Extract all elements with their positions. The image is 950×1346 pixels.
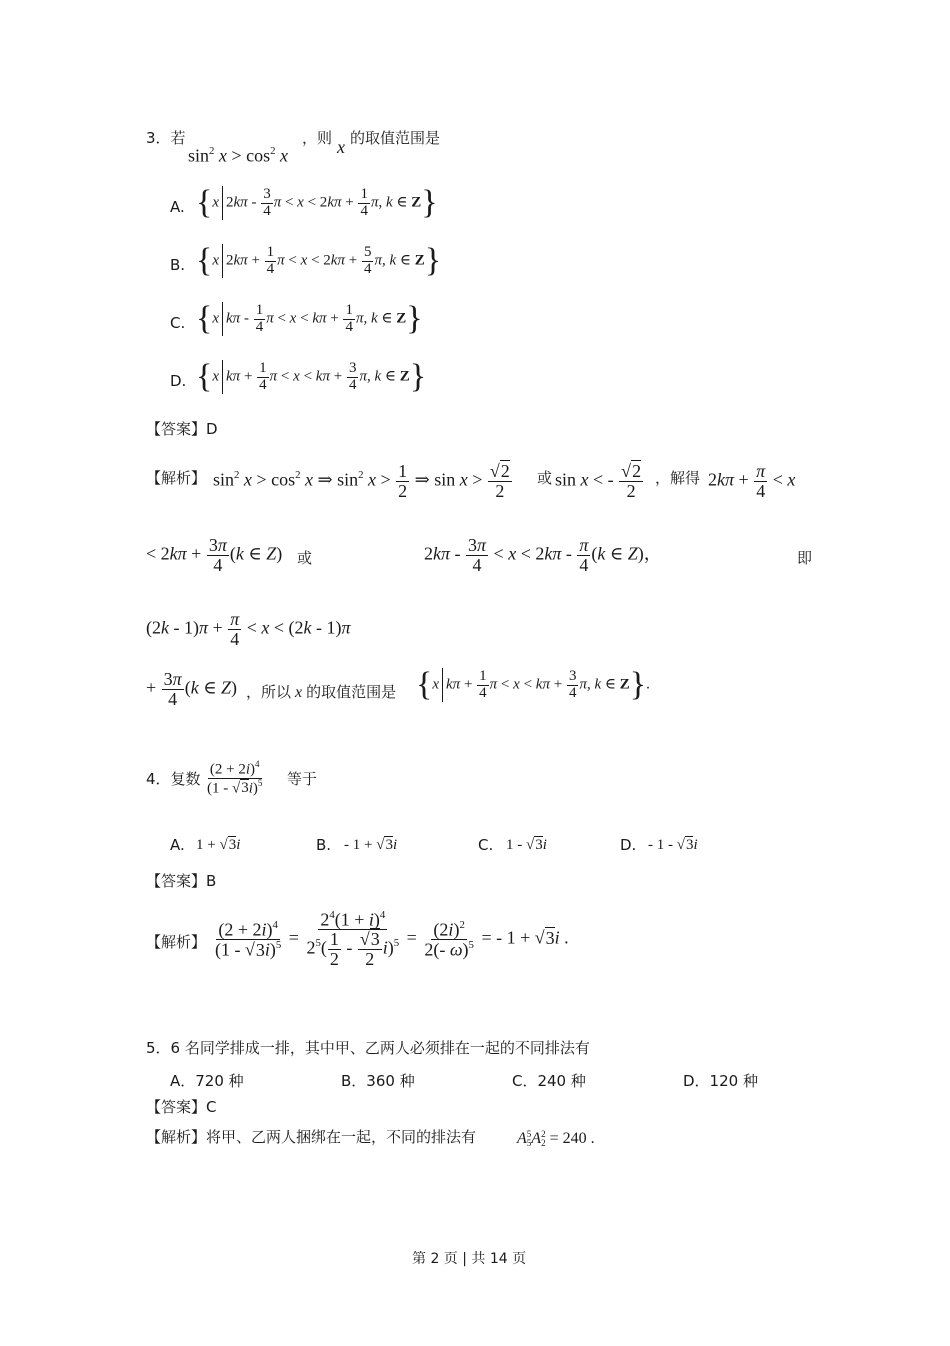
q3-option-d-label: D. [170, 372, 187, 390]
q4-option-b: - 1 + √3i [344, 837, 398, 853]
q4-option-a-label: A. [170, 836, 185, 854]
q3-option-c-label: C. [170, 314, 186, 332]
q4-solution: $\frac{(2 + 2i)^4}{(1 - √3i)^5}$ = $2^4(1 + i)^4$ $2^5$( $\frac{1}{2}$ - $\frac{√3}{2}$ i)$^5$ = $\frac{(2i)^2}{2(- \omega)^5}$ = - 1 + √3i . [215, 909, 569, 970]
q4-option-d: - 1 - √3i [648, 837, 698, 853]
q4-solution-label: 【解析】 [146, 933, 207, 951]
q3-option-b: {x 2kπ + $\frac{1}{4}$ π < x < 2kπ + $\frac{5}{4}$ π, k ∈ Z} [196, 242, 442, 279]
q3-stem [146, 127, 186, 148]
q3-solution-get: ，解得 [655, 469, 701, 487]
q4-option-d-label: D. [620, 836, 637, 854]
q3-solution-line1: $\sin^2 x > \cos^2 x$ ⇒ $\sin^2 x$ > $\frac{1}{2}$ ⇒ sin x > $\frac{√2}{2}$ [213, 461, 510, 501]
q5-solution: 【解析】将甲、乙两人捆绑在一起，不同的排法有 [146, 1128, 477, 1146]
q3-var-x: x [337, 137, 345, 157]
q3-solution-line2: < 2kπ + $\frac{3\pi}{4}$ (k ∈ Z) [146, 535, 283, 575]
q4-stem: 4．复数 [146, 770, 201, 788]
q3-option-a-label: A. [170, 198, 185, 216]
q5-option-b: B．360 种 [341, 1072, 415, 1090]
q3-solution-line1c: 2kπ + $\frac{\pi}{4}$ < x [708, 461, 796, 501]
q5-option-c: C．240 种 [512, 1072, 586, 1090]
q3-solution-or2: 或 [297, 549, 313, 567]
q3-solution-line4: + $\frac{3\pi}{4}$ (k ∈ Z) [146, 669, 238, 709]
q3-solution-label: 【解析】 [146, 469, 207, 487]
q3-option-b-label: B. [170, 256, 186, 274]
q5-solution-formula: A 5 5 A 2 2 = 240 . [517, 1129, 595, 1149]
q4-option-b-label: B. [316, 836, 332, 854]
q3-solution-so: ，所以 x 的取值范围是 [246, 683, 397, 701]
q4-option-c: 1 - √3i [506, 837, 547, 853]
q4-answer: 【答案】B [146, 872, 217, 890]
q5-stem: 5．6 名同学排成一排，其中甲、乙两人必须排在一起的不同排法有 [146, 1039, 590, 1057]
q3-solution-line2b: 2kπ - $\frac{3\pi}{4}$ < x < 2kπ - $\frac{\pi}{4}$ (k ∈ Z)， [424, 535, 662, 575]
q3-answer: 【答案】D [146, 420, 218, 438]
q3-option-a: {x 2kπ - $\frac{3}{4}$ π < x < 2kπ + $\frac{1}{4}$ π, k ∈ Z} [196, 184, 438, 221]
q4-option-a: 1 + √3i [196, 837, 241, 853]
q3-solution-set: {x kπ + $\frac{1}{4}$ π < x < kπ + $\frac{3}{4}$ π, k ∈ Z}. [416, 666, 650, 703]
q3-solution-or1: 或 [537, 469, 553, 487]
q3-solution-line3: (2k - 1)π + $\frac{\pi}{4}$ < x < (2k - 1)π [146, 609, 351, 649]
q3-option-c: {x kπ - $\frac{1}{4}$ π < x < kπ + $\frac{1}{4}$ π, k ∈ Z} [196, 300, 423, 337]
q3-stem-sep: ，则 [302, 129, 333, 147]
q5-option-a: A．720 种 [170, 1072, 244, 1090]
q3-solution-line1b: sin x < - $\frac{√2}{2}$ [555, 461, 642, 501]
q4-expression: $\frac{(2 + 2i)^4}{(1 - √3i)^5}$ [207, 759, 263, 797]
q4-stem-tail: 等于 [287, 770, 318, 788]
q5-answer: 【答案】C [146, 1098, 217, 1116]
q3-option-d: {x kπ + $\frac{1}{4}$ π < x < kπ + $\frac{3}{4}$ π, k ∈ Z} [196, 358, 427, 395]
q3-solution-ji: 即 [797, 549, 813, 567]
q5-option-d: D．120 种 [683, 1072, 758, 1090]
page-footer: 第 2 页 | 共 14 页 [412, 1251, 527, 1267]
q3-condition: $\sin^2 x > \cos^2 x$ [188, 145, 288, 166]
q3-number: 3．若 [146, 129, 186, 147]
q3-stem-tail: 的取值范围是 [350, 129, 441, 147]
q4-option-c-label: C. [478, 836, 494, 854]
